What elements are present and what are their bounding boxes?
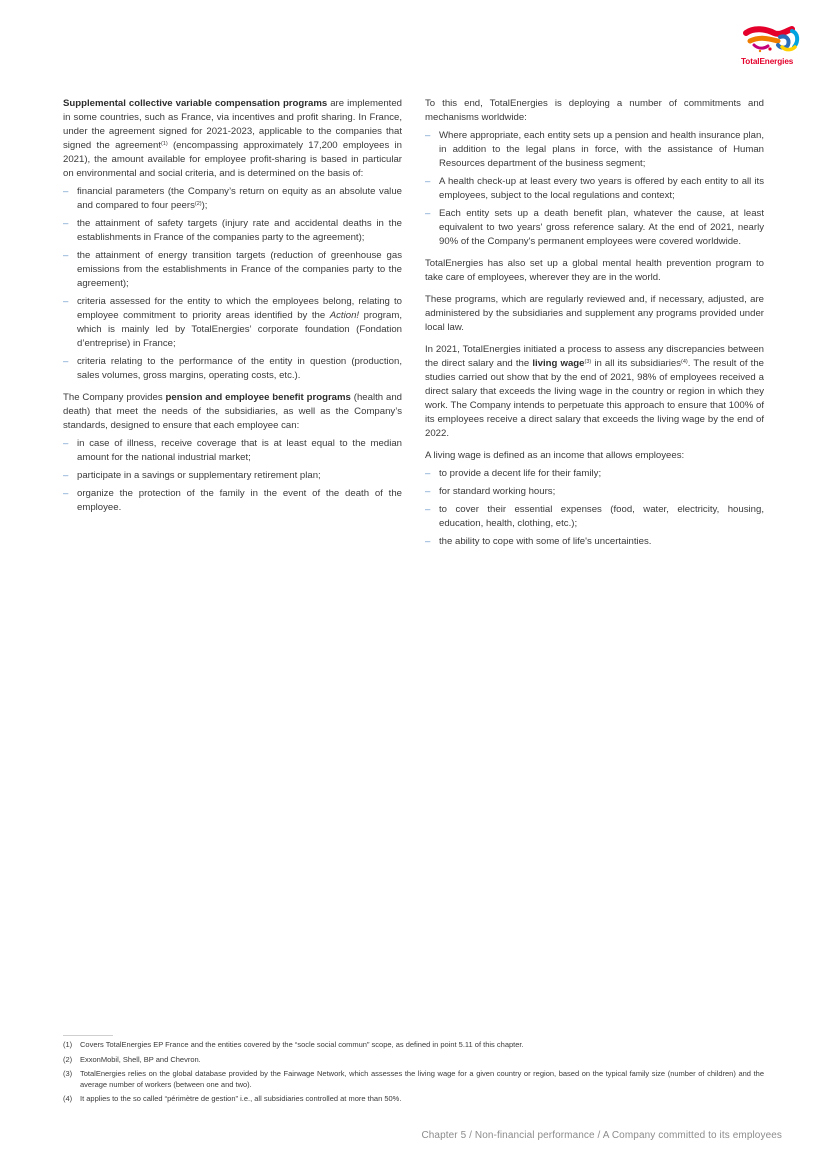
- footnotes: [63, 1035, 764, 1109]
- list-item: – in case of illness, receive coverage that is at least equal to the median amount for the national industrial market;: [63, 437, 402, 465]
- text-run: );: [201, 200, 208, 211]
- footnote: [63, 1040, 764, 1051]
- list-item: – criteria relating to the performance of the entity in question (production, sales volumes, gross margins, operating costs, etc.).: [63, 355, 402, 383]
- footnote-text: ExxonMobil, Shell, BP and Chevron.: [80, 1054, 201, 1064]
- paragraph-commitments: To this end, TotalEnergies is deploying a number of commitments and mechanisms worldwide:: [425, 98, 764, 123]
- profit-sharing-criteria-list: [63, 185, 402, 383]
- list-item: – A health check-up at least every two years is offered by each entity to all its employees, subject to the local regulations and context;: [425, 175, 764, 203]
- paragraph-programs-review: These programs, which are regularly reviewed and, if necessary, adjusted, are administered by the subsidiaries and supplement any programs provided under local law.: [425, 294, 764, 333]
- bold-term: pension and employee benefit programs: [165, 392, 351, 403]
- footnote-ref[interactable]: (1): [161, 141, 168, 147]
- text-run: financial parameters (the Company’s return on equity as an absolute value and compared to four peers: [77, 186, 402, 211]
- footnote-text: TotalEnergies relies on the global database provided by the Fairwage Network, which assesses the living wage for a given country or region, based on the typical family size (number of children) and the average number of workers (between one and two).: [80, 1069, 764, 1089]
- footnote-ref[interactable]: (4): [681, 359, 688, 365]
- paragraph-living-wage: [425, 343, 764, 441]
- list-item: – the ability to cope with some of life's uncertainties.: [425, 535, 764, 549]
- logo-mark-icon: [740, 25, 802, 59]
- footnote-number: (1): [63, 1040, 73, 1049]
- list-item: – for standard working hours;: [425, 485, 764, 499]
- text-run: In 2021, TotalEnergies initiated a process to assess any discrepancies between the direct salary and the: [425, 344, 764, 369]
- footnote-ref[interactable]: (3): [584, 359, 592, 365]
- brand-name: TotalEnergies: [741, 57, 794, 66]
- text-run: (encompassing approximately 17,200 employees in 2021), the amount available for employee profit-sharing is based in particular on environmental and social criteria, and is determined on the basis of:: [63, 140, 403, 179]
- list-item: – the attainment of energy transition targets (reduction of greenhouse gas emissions from the establishments in France of the companies party to the agreement);: [63, 249, 402, 291]
- paragraph-living-wage-definition: A living wage is defined as an income that allows employees:: [425, 450, 685, 461]
- bold-term: living wage: [532, 358, 585, 369]
- living-wage-list: [425, 467, 764, 549]
- footnote-divider: [63, 1035, 113, 1036]
- bold-term: Supplemental collective variable compensation programs: [63, 98, 328, 109]
- list-item: – to provide a decent life for their family;: [425, 467, 764, 481]
- left-column: [63, 97, 402, 523]
- text-run: criteria assessed for the entity to which the employees belong, relating to employee commitment to priority areas identified by the: [77, 296, 402, 321]
- list-item: – Each entity sets up a death benefit plan, whatever the cause, at least equivalent to two years' gross reference salary. At the end of 2021, nearly 90% of the Company's permanent employees were covered worldwide.: [425, 207, 764, 249]
- text-run: The Company provides: [63, 392, 166, 403]
- text-run: . The result of the studies carried out show that by the end of 2021, 98% of employees received a direct salary that exceeds the living wage in the country or region in which they work. The Company intends to perpetuate this approach to ensure that 100% of its employees receive a direct salary that exceeds the living wage by the end of 2022.: [425, 358, 765, 439]
- footnote-number: (4): [63, 1094, 73, 1103]
- paragraph-pension-programs: [63, 391, 402, 433]
- footnote: [63, 1094, 764, 1105]
- list-item: [63, 295, 402, 351]
- text-run: in all its subsidiaries: [591, 358, 681, 369]
- paragraph-mental-health: TotalEnergies has also set up a global mental health prevention program to take care of employees, wherever they are in the world.: [425, 258, 764, 283]
- footnote: [63, 1069, 764, 1090]
- list-item: – organize the protection of the family in the event of the death of the employee.: [63, 487, 402, 515]
- paragraph-variable-compensation: [63, 97, 402, 181]
- footnote-text: It applies to the so called “périmètre de gestion” i.e., all subsidiaries controlled at more than 50%.: [80, 1094, 402, 1103]
- page-footer-breadcrumb: Chapter 5 / Non-financial performance / A Company committed to its employees: [421, 1130, 782, 1141]
- footnote-number: (3): [63, 1069, 73, 1078]
- footnote-number: (2): [63, 1054, 73, 1064]
- footnote-text: Covers TotalEnergies EP France and the entities covered by the “socle social commun” scope, as defined in point 5.11 of this chapter.: [80, 1040, 524, 1049]
- italic-term: Action!: [329, 310, 360, 321]
- text-run: program, which is mainly led by TotalEnergies’ corporate foundation (Fondation d’entreprise) in France;: [77, 310, 402, 349]
- commitments-list: [425, 129, 764, 249]
- list-item: – participate in a savings or supplementary retirement plan;: [63, 469, 402, 483]
- footnote: [63, 1055, 764, 1066]
- footnote-ref[interactable]: (2): [194, 201, 202, 207]
- list-item: [63, 185, 402, 213]
- text-run: (health and death) that meet the needs of the subsidiaries, as well as the Company’s standards, designed to ensure that each employee can:: [63, 392, 403, 431]
- list-item: – to cover their essential expenses (food, water, electricity, housing, education, health, clothing, etc.);: [425, 503, 764, 531]
- list-item: – Where appropriate, each entity sets up a pension and health insurance plan, in addition to the legal plans in force, with the assistance of Human Resources department of the business segment;: [425, 129, 764, 171]
- right-column: [425, 97, 764, 557]
- employee-coverage-list: [63, 437, 402, 515]
- list-item: – the attainment of safety targets (injury rate and accidental deaths in the establishments in France of the companies party to the agreement);: [63, 217, 402, 245]
- text-run: are implemented in some countries, such as France, via incentives and profit sharing. In France, under the agreement signed for 2021-2023, applicable to the companies that signed the agreement: [63, 98, 402, 151]
